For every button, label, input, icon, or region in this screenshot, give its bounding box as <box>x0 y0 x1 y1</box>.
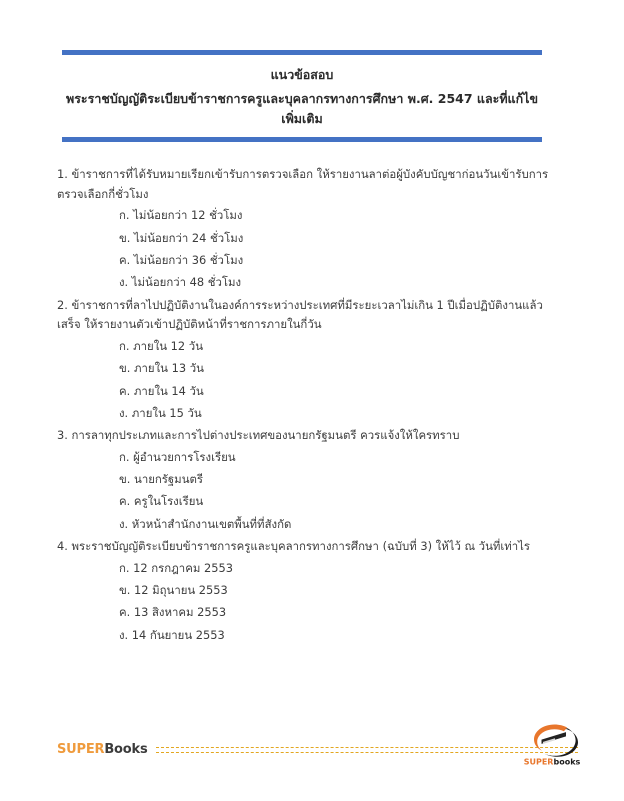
footer-brand-row <box>57 742 584 757</box>
logo-black-swoosh <box>544 728 578 757</box>
question-item <box>57 537 549 646</box>
choice-option[interactable]: ก. ไม่น้อยกว่า 12 ชั่วโมง <box>119 208 243 223</box>
choice-option[interactable]: ค. 13 สิงหาคม 2553 <box>119 605 227 620</box>
choice-option[interactable]: ค. ภายใน 14 วัน <box>119 383 204 398</box>
choice-option[interactable]: ง. ภายใน 15 วัน <box>119 405 202 420</box>
logo-wordmark-books: books <box>553 757 581 767</box>
choice-option[interactable]: ก. 12 กรกฎาคม 2553 <box>119 560 233 575</box>
logo-wordmark <box>524 758 581 767</box>
question-item <box>57 426 549 535</box>
question-text: 1. ข้าราชการที่ได้รับหมายเรียกเข้ารับการตรวจเลือก ให้รายงานลาต่อผู้บังคับบัญชาก่อนวันเข้ารับการตรวจเลือกกี่ชั่วโมง <box>57 167 549 201</box>
choice-list <box>57 446 549 535</box>
header-rule-top <box>62 50 542 55</box>
choice-option[interactable]: ค. ไม่น้อยกว่า 36 ชั่วโมง <box>119 252 244 267</box>
choice-list <box>57 557 549 646</box>
brand-books-text: Books <box>104 742 148 757</box>
choice-option[interactable]: ก. ภายใน 12 วัน <box>119 338 203 353</box>
page-title: แนวข้อสอบ <box>270 67 334 82</box>
choice-list <box>57 204 549 293</box>
logo-wordmark-super: SUPER <box>523 757 554 767</box>
question-text: 2. ข้าราชการที่ลาไปปฏิบัติงานในองค์การระหว่างประเทศที่มีระยะเวลาไม่เกิน 1 ปีเมื่อปฏิบัติงานแล้วเสร็จ ให้รายงานตัวเข้าปฏิบัติหน้าที่ราชการภายในกี่วัน <box>57 297 543 332</box>
choice-option[interactable]: ข. ไม่น้อยกว่า 24 ชั่วโมง <box>119 230 244 245</box>
brand-wordmark <box>57 742 148 757</box>
document-header <box>62 50 542 142</box>
question-list <box>57 165 549 648</box>
choice-option[interactable]: ง. 14 กันยายน 2553 <box>119 627 225 642</box>
question-item <box>57 296 549 425</box>
question-text: 4. พระราชบัญญัติระเบียบข้าราชการครูและบุคลากรทางการศึกษา (ฉบับที่ 3) ให้ไว้ ณ วันที่เท่าไร <box>57 539 531 554</box>
question-item <box>57 165 549 294</box>
choice-option[interactable]: ข. 12 มิถุนายน 2553 <box>119 583 228 598</box>
choice-option[interactable]: ข. นายกรัฐมนตรี <box>119 472 203 487</box>
page-footer <box>57 713 584 769</box>
choice-option[interactable]: ง. ไม่น้อยกว่า 48 ชั่วโมง <box>119 275 242 290</box>
brand-super-text: SUPER <box>57 742 105 757</box>
choice-option[interactable]: ก. ผู้อำนวยการโรงเรียน <box>119 449 236 464</box>
choice-option[interactable]: ค. ครูในโรงเรียน <box>119 494 204 509</box>
choice-list <box>57 335 549 424</box>
choice-option[interactable]: ง. หัวหน้าสำนักงานเขตพื้นที่ที่สังกัด <box>119 516 292 531</box>
page-subtitle: พระราชบัญญัติระเบียบข้าราชการครูและบุคลากรทางการศึกษา พ.ศ. 2547 และที่แก้ไขเพิ่มเติม <box>65 91 539 126</box>
header-rule-bottom <box>62 137 542 142</box>
footer-dashed-divider <box>156 747 579 753</box>
superbooks-logo <box>522 717 584 767</box>
choice-option[interactable]: ข. ภายใน 13 วัน <box>119 361 204 376</box>
question-text: 3. การลาทุกประเภทและการไปต่างประเทศของนายกรัฐมนตรี ควรแจ้งให้ใครทราบ <box>57 428 460 443</box>
